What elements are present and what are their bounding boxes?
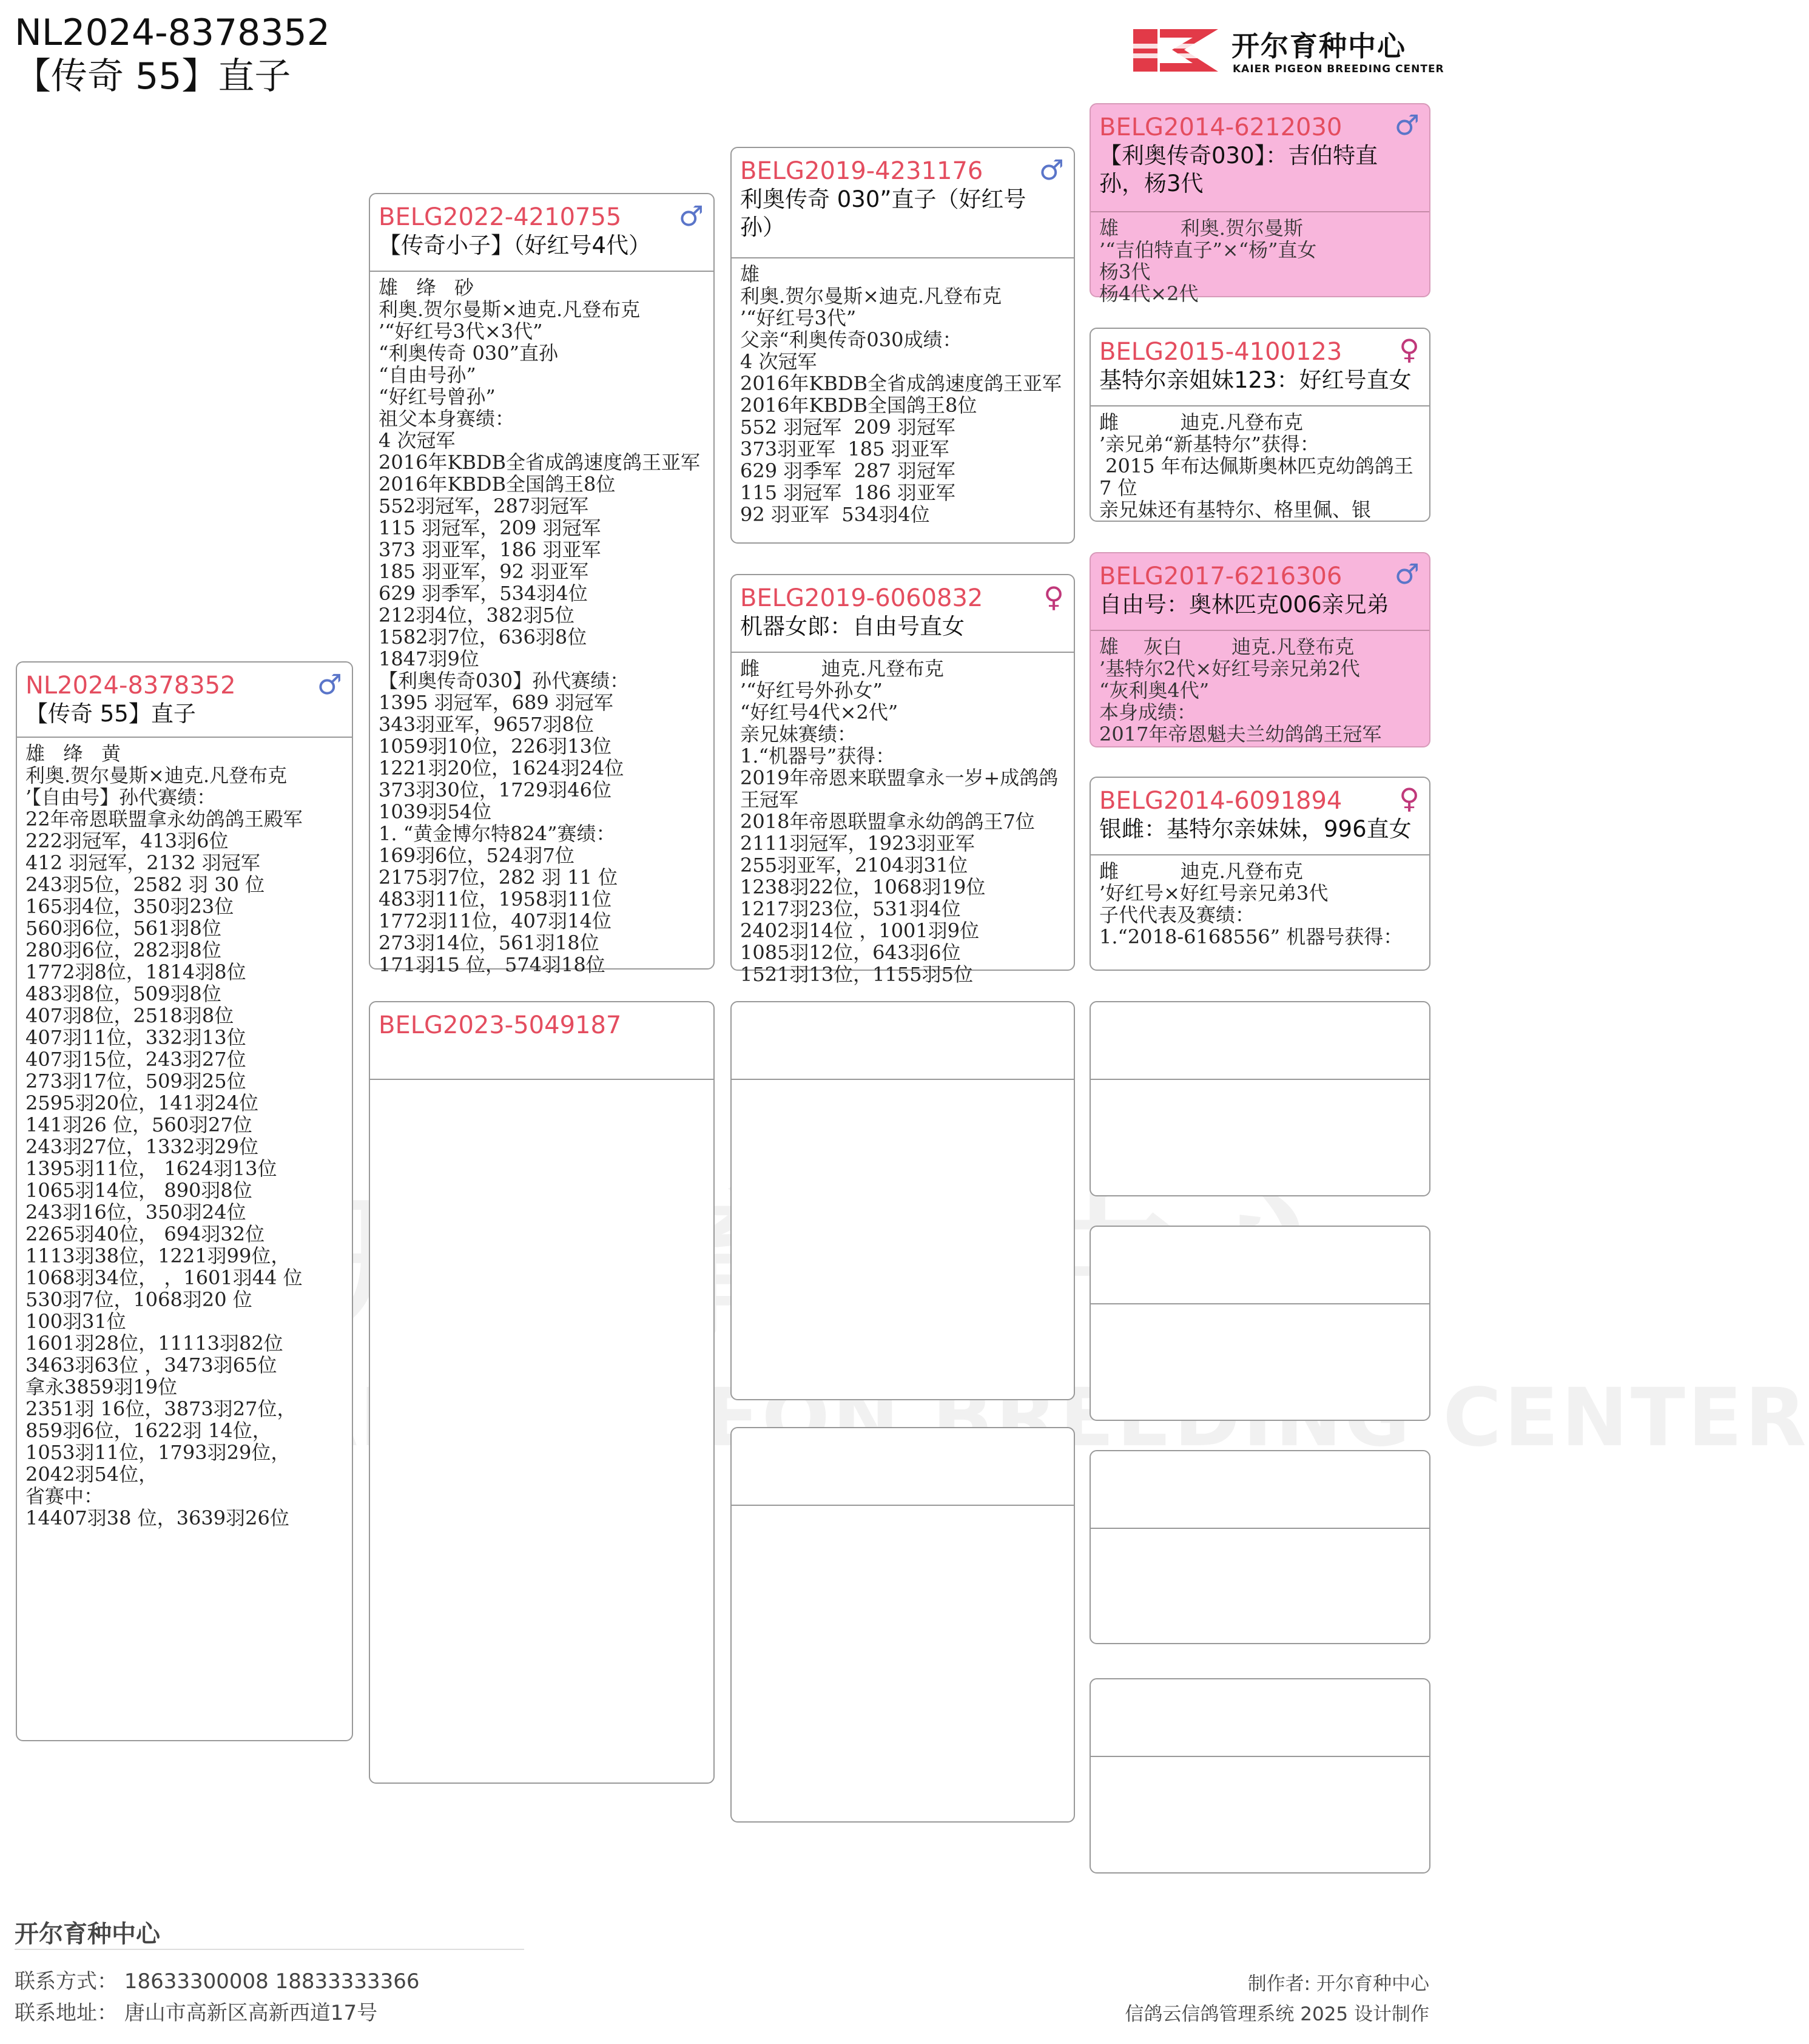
pedigree-notes: 雄 利奥.贺尔曼斯×迪克.凡登布克 ’“好红号3代” 父亲“利奥传奇030成绩： 4 次冠军 2016年KBDB全省成鸽速度鸽王亚军 2016年KBDB全国鸽王8位 552 羽冠军 209 羽冠军 373羽亚军 185 羽亚军 629 羽季军 287 羽冠军 115 羽冠军 186 羽亚军 92 羽亚军 534羽4位	[740, 263, 1062, 526]
header-title: 【传奇 55】直子	[15, 55, 291, 98]
pigeon-name: 银雌：基特尔亲妹妹，996直女	[1099, 816, 1412, 842]
watermark-en: KAIER PIGEON BREEDING CENTER	[231, 1371, 1809, 1465]
pedigree-notes: 雌 迪克.凡登布克 ’“好红号外孙女” “好红号4代×2代” 亲兄妹赛绩： 1.“机器号”获得： 2019年帝恩来联盟拿永一岁+成鸽鸽王冠军 2018年帝恩联盟拿永幼鸽鸽王7位 2111羽冠军，1923羽亚军 255羽亚军，2104羽31位 1238羽22位，1068羽19位 1217羽23位，531羽4位 2402羽14位 ，1001羽9位 1085羽12位，643羽6位 1521羽13位，1155羽5位	[740, 657, 1059, 986]
ring-id: NL2024-8378352	[25, 672, 236, 700]
card-ss-dam[interactable]	[1090, 328, 1430, 522]
pedigree-notes	[370, 1080, 713, 1783]
female-symbol-icon: ♀	[1043, 581, 1064, 613]
male-symbol-icon: ♂	[1394, 109, 1420, 141]
pigeon-name: 【传奇小子】（好红号4代）	[379, 232, 652, 258]
pedigree-notes: 雌 迪克.凡登布克 ’好红号×好红号亲兄弟3代 子代代表及赛绩： 1.“2018-6168556” 机器号获得：	[1099, 860, 1403, 948]
ring-id: BELG2019-6060832	[740, 584, 983, 612]
male-symbol-icon: ♂	[317, 668, 342, 701]
card-sd-dam[interactable]	[1090, 777, 1430, 971]
pigeon-name: 【传奇 55】直子	[25, 701, 196, 727]
ring-id: BELG2023-5049187	[379, 1011, 622, 1039]
pedigree-notes	[1091, 1757, 1429, 1762]
pedigree-notes: 雄 利奥.贺尔曼斯 ’“吉伯特直子”×“杨”直女 杨3代 杨4代×2代	[1099, 217, 1317, 305]
pedigree-notes	[732, 1080, 1074, 1085]
card-dam-dam[interactable]	[730, 1427, 1075, 1823]
logo-english: KAIER PIGEON BREEDING CENTER	[1233, 63, 1444, 75]
pigeon-name: 机器女郎：自由号直女	[740, 613, 965, 639]
ring-id: BELG2017-6216306	[1099, 562, 1342, 590]
card-ss-sire[interactable]	[1090, 103, 1430, 305]
pedigree-notes	[1091, 1304, 1429, 1309]
card-dd-dam[interactable]	[1090, 1678, 1430, 1874]
card-dam[interactable]	[369, 1001, 715, 1784]
pedigree-notes: 雄 绛 黄 利奥.贺尔曼斯×迪克.凡登布克 ’【自由号】孙代赛绩： 22年帝恩联盟拿永幼鸽鸽王殿军 222羽冠军，413羽6位 412 羽冠军，2132 羽冠军 243羽5位，2582 羽 30 位 165羽4位，350羽23位 560羽6位，561羽8位 280羽6位，282羽8位 1772羽8位，1814羽8位 483羽8位，509羽8位 407羽8位，2518羽8位 407羽11位，332羽13位 407羽15位，243羽27位 273羽17位，509羽25位 2595羽20位，141羽24位 141羽26 位，560羽27位 243羽27位，1332羽29位 1395羽11位， 1624羽13位 1065羽14位， 890羽8位 243羽16位，350羽24位 2265羽40位， 694羽32位 1113羽38位，1221羽99位， 1068羽34位， ，1601羽44 位 530羽7位，1068羽20 位 100羽31位 1601羽28位，11113羽82位 3463羽63位 ，3473羽65位 拿永3859羽19位 2351羽 16位，3873羽27位， 859羽6位，1622羽 14位， 1053羽11位，1793羽29位， 2042羽54位， 省赛中： 14407羽38 位，3639羽26位	[25, 742, 303, 1530]
footer-address: 联系地址： 唐山市高新区高新西道17号	[15, 2001, 378, 2025]
header-ring-id: NL2024-8378352	[15, 12, 330, 54]
female-symbol-icon: ♀	[1399, 782, 1420, 815]
pedigree-notes: 雌 迪克.凡登布克 ’亲兄弟“新基特尔”获得： 2015 年布达佩斯奥林匹克幼鸽鸽王 7 位 亲兄妹还有基特尔、格里佩、银	[1099, 411, 1413, 521]
card-subject[interactable]	[16, 661, 353, 1741]
footer-contact: 联系方式： 18633300008 18833333366	[15, 1969, 420, 1994]
card-sire[interactable]	[369, 193, 715, 976]
logo-name: 开尔育种中心	[1231, 30, 1406, 62]
pigeon-name: 利奥传奇 030”直子（好红号孙）	[740, 186, 1026, 240]
male-symbol-icon: ♂	[1394, 558, 1420, 590]
card-dd-sire[interactable]	[1090, 1450, 1430, 1644]
pedigree-notes	[1091, 1080, 1429, 1085]
female-symbol-icon: ♀	[1399, 333, 1420, 366]
footer-system: 信鸽云信鸽管理系统 2025 设计制作	[1125, 2003, 1429, 2025]
ring-id: BELG2022-4210755	[379, 203, 622, 231]
ring-id: BELG2014-6212030	[1099, 113, 1342, 141]
card-sd-sire[interactable]	[1090, 552, 1430, 747]
card-ds-dam[interactable]	[1090, 1226, 1430, 1421]
card-sire-sire[interactable]	[730, 147, 1075, 544]
pedigree-notes: 雄 绛 砂 利奥.贺尔曼斯×迪克.凡登布克 ’“好红号3代×3代” “利奥传奇 030”直孙 “自由号孙” “好红号曾孙” 祖父本身赛绩： 4 次冠军 2016年KBDB全省成鸽速度鸽王亚军 2016年KBDB全国鸽王8位 552羽冠军，287羽冠军 115 羽冠军，209 羽冠军 373 羽亚军，186 羽亚军 185 羽亚军，92 羽亚军 629 羽季军，534羽4位 212羽4位，382羽5位 1582羽7位，636羽8位 1847羽9位 【利奥传奇030】孙代赛绩： 1395 羽冠军，689 羽冠军 343羽亚军，9657羽8位 1059羽10位，226羽13位 1221羽20位，1624羽24位 373羽30位，1729羽46位 1039羽54位 1. “黄金博尔特824”赛绩： 169羽6位，524羽7位 2175羽7位，282 羽 11 位 483羽11位，1958羽11位 1772羽11位，407羽14位 273羽14位，561羽18位 171羽15 位，574羽18位	[379, 276, 701, 976]
pedigree-notes: 雄 灰白 迪克.凡登布克 ’基特尔2代×好红号亲兄弟2代 “灰利奥4代” 本身成绩： 2017年帝恩魁夫兰幼鸽鸽王冠军	[1099, 635, 1382, 746]
pigeon-name: 【利奥传奇030】：吉伯特直孙，杨3代	[1099, 143, 1378, 197]
ring-id: BELG2019-4231176	[740, 157, 983, 185]
ring-id: BELG2014-6091894	[1099, 787, 1342, 815]
card-sire-dam[interactable]	[730, 574, 1075, 986]
pedigree-notes	[1091, 1529, 1429, 1534]
card-dam-sire[interactable]	[730, 1001, 1075, 1400]
footer-divider	[15, 1949, 524, 1950]
card-ds-sire[interactable]	[1090, 1001, 1430, 1196]
male-symbol-icon: ♂	[1039, 153, 1064, 186]
footer-title: 开尔育种中心	[15, 1920, 160, 1948]
pigeon-name: 基特尔亲姐妹123：好红号直女	[1099, 367, 1412, 393]
footer-maker: 制作者: 开尔育种中心	[1247, 1973, 1429, 1995]
pigeon-name: 自由号：奥林匹克006亲兄弟	[1099, 592, 1389, 618]
pedigree-notes	[732, 1506, 1074, 1511]
ring-id: BELG2015-4100123	[1099, 338, 1342, 366]
male-symbol-icon: ♂	[678, 200, 704, 232]
